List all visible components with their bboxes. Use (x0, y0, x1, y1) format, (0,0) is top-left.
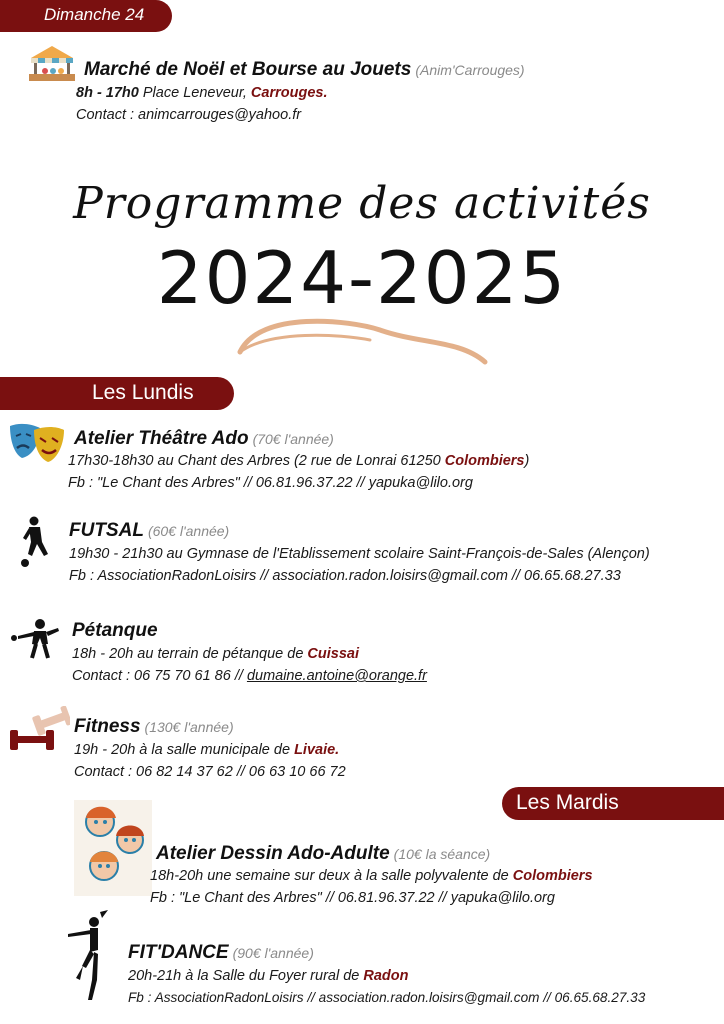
marche-noel-contact: Contact : animcarrouges@yahoo.fr (76, 107, 302, 123)
dessin-line2: Fb : "Le Chant des Arbres" // 06.81.96.37.22 // yapuka@lilo.org (150, 890, 555, 906)
marche-noel-org: (Anim'Carrouges) (415, 62, 525, 78)
decorative-swoosh (230, 300, 490, 370)
theatre-price: (70€ l'année) (252, 431, 334, 447)
dancer-icon (64, 910, 112, 1004)
dessin-line1-text: 18h-20h une semaine sur deux à la salle polyvalente de (150, 868, 509, 884)
programme-title: Programme des activités (73, 178, 651, 229)
petanque-line1-text: 18h - 20h au terrain de pétanque de (72, 646, 304, 662)
dessin-price: (10€ la séance) (393, 846, 491, 862)
fitness-town: Livaie. (294, 742, 340, 758)
fitness-line1 (74, 742, 339, 758)
theatre-line1-post: ) (524, 453, 530, 469)
petanque-town: Cuissai (307, 646, 360, 662)
fitdance-line2: Fb : AssociationRadonLoisirs // association.radon.loisirs@gmail.com // 06.65.68.27.33 (128, 990, 646, 1005)
petanque-line1 (72, 646, 359, 662)
market-stall-icon (27, 44, 77, 84)
theatre-line2: Fb : "Le Chant des Arbres" // 06.81.96.37.22 // yapuka@lilo.org (68, 475, 473, 491)
theatre-town: Colombiers (444, 453, 525, 469)
banner-dimanche-label: Dimanche 24 (44, 5, 145, 24)
marche-noel-place: Place Leneveur, (142, 85, 247, 101)
petanque-player-icon (10, 618, 62, 664)
theatre-title (74, 428, 334, 450)
marche-noel-town: Carrouges. (250, 85, 328, 101)
theatre-title-text: Atelier Théâtre Ado (74, 428, 249, 449)
marche-noel-title (84, 59, 525, 81)
petanque-line2 (72, 668, 427, 684)
dumbbell-icon (8, 706, 70, 752)
football-player-icon (20, 516, 52, 568)
dessin-title-text: Atelier Dessin Ado-Adulte (156, 843, 390, 864)
fitness-title-text: Fitness (74, 716, 141, 737)
banner-lundis-label: Les Lundis (92, 381, 194, 404)
fitdance-price: (90€ l'année) (232, 945, 314, 961)
fitdance-line1 (128, 968, 408, 984)
futsal-line2: Fb : AssociationRadonLoisirs // association.radon.loisirs@gmail.com // 06.65.68.27.33 (69, 568, 621, 584)
petanque-title: Pétanque (72, 620, 158, 641)
theatre-line1 (68, 453, 529, 469)
marche-noel-time: 8h - 17h0 (76, 85, 139, 101)
fitdance-line1-text: 20h-21h à la Salle du Foyer rural de (128, 968, 360, 984)
fitdance-town: Radon (363, 968, 409, 984)
theatre-masks-icon (6, 420, 68, 464)
fitness-price: (130€ l'année) (144, 719, 234, 735)
marche-noel-title-text: Marché de Noël et Bourse au Jouets (84, 59, 412, 80)
banner-mardis-label: Les Mardis (516, 791, 619, 814)
programme-year: 2024-2025 (156, 236, 568, 320)
fitness-line2: Contact : 06 82 14 37 62 // 06 63 10 66 72 (74, 764, 346, 780)
futsal-price: (60€ l'année) (147, 523, 230, 539)
futsal-line1: 19h30 - 21h30 au Gymnase de l'Etablissement scolaire Saint-François-de-Sales (Alençon) (69, 546, 650, 562)
fitness-title (74, 716, 234, 738)
fitdance-title (128, 942, 314, 964)
drawing-portrait-icon (74, 800, 152, 896)
marche-noel-line1 (76, 85, 327, 101)
fitness-line1-text: 19h - 20h à la salle municipale de (74, 742, 291, 758)
theatre-line1-text: 17h30-18h30 au Chant des Arbres (2 rue de Lonrai 61250 (68, 453, 441, 469)
futsal-title-text: FUTSAL (69, 520, 144, 541)
petanque-email-link[interactable]: dumaine.antoine@orange.fr (246, 668, 427, 684)
banner-dimanche (0, 0, 172, 32)
dessin-title (156, 843, 490, 865)
dessin-line1 (150, 868, 593, 884)
banner-mardis (502, 787, 724, 820)
dessin-town: Colombiers (512, 868, 593, 884)
futsal-title (69, 520, 229, 542)
banner-lundis (0, 377, 234, 410)
petanque-contact: Contact : 06 75 70 61 86 // (72, 668, 243, 684)
fitdance-title-text: FIT'DANCE (128, 942, 229, 963)
